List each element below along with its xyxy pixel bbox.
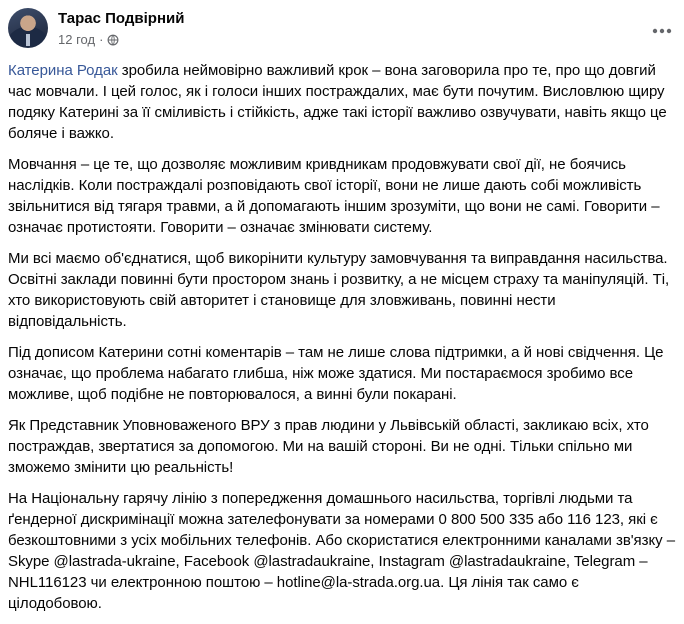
post-timestamp[interactable]: 12 год	[58, 32, 96, 47]
post-paragraph-2: Мовчання – це те, що дозволяє можливим кривдникам продовжувати свої дії, не боячись наслідків. Коли постраждалі розповідають свої історії, вони не лише дають собі можливість звільнитися від тягаря травми, а й допомагають іншим зрозуміти, що вони не самі. Говорити – означає протистояти. Говорити – означає змінювати систему.	[8, 156, 660, 236]
globe-icon[interactable]	[107, 34, 119, 46]
author-avatar[interactable]	[8, 8, 48, 48]
post-meta	[58, 32, 119, 47]
post-header	[8, 8, 684, 56]
more-horizontal-icon	[652, 21, 672, 39]
mention-link[interactable]: Катерина Родак	[8, 62, 118, 79]
author-name[interactable]: Тарас Подвірний	[58, 10, 185, 27]
post-body	[8, 60, 676, 624]
post-paragraph-6: На Національну гарячу лінію з попередження домашнього насильства, торгівлі людьми та ґендерної дискримінації можна зателефонувати за номерами 0 800 500 335 або 116 123, які є безкоштовними з усіх мобільних телефонів. Або скористатися електронними каналами зв'язку – Skype @lastrada-ukraine, Facebook @lastradaukraine, Instagram @lastradaukraine, Telegram – NHL116123 чи електронною поштою – hotline@la-strada.org.ua. Ця лінія так само є цілодобовою.	[8, 490, 676, 612]
post-paragraph-1	[8, 60, 676, 144]
meta-separator: ·	[99, 32, 104, 47]
post-paragraph-5: Як Представник Уповноваженого ВРУ з прав людини у Львівській області, закликаю всіх, хто постраждав, звертатися за допомогою. Ми на вашій стороні. Ви не одні. Тільки спільно ми зможемо змінити цю реальність!	[8, 417, 649, 476]
avatar-tie-shape	[26, 34, 30, 46]
more-options-button[interactable]	[650, 18, 674, 42]
paragraph-text: зробила неймовірно важливий крок – вона заговорила про те, про що довгий час мовчали. І цей голос, як і голоси інших постраждалих, має бути почутим. Висловлюю щиру подяку Катерині за її сміливість і стійкість, адже такі історії важливо озвучувати, навіть якщо це боляче і важко.	[8, 62, 667, 142]
post-paragraph-3: Ми всі маємо об'єднатися, щоб викорінити культуру замовчування та виправдання насильства. Освітні заклади повинні бути простором знань і розвитку, а не місцем страху та маніпуляцій. Ті, хто використовують свій авторитет і становище для зловживань, повинні нести відповідальність.	[8, 250, 670, 330]
post-paragraph-4: Під дописом Катерини сотні коментарів – там не лише слова підтримки, а й нові свідчення. Це означає, що проблема набагато глибша, ніж може здатися. Ми постараємося зробимо все можливе, щоб подібне не повторювалося, а винні були покарані.	[8, 344, 664, 403]
